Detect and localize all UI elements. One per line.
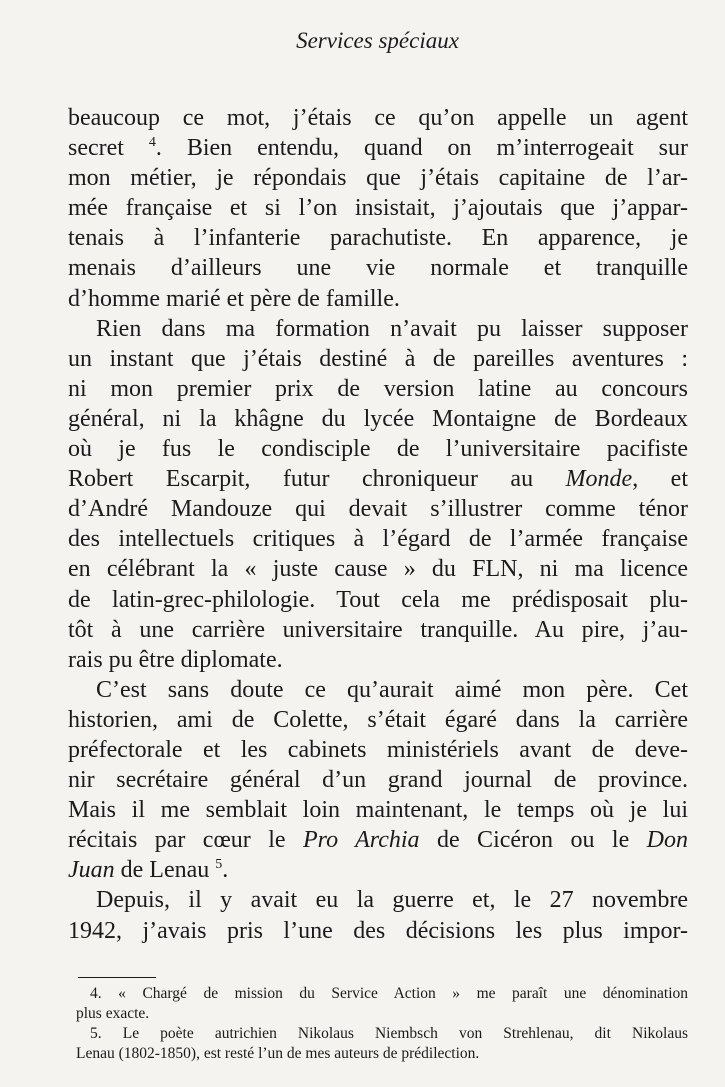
text-line: Depuis, il y avait eu la guerre et, le 27 novembre (96, 887, 688, 914)
text-line (68, 464, 688, 494)
text-span: . (222, 857, 229, 884)
text-line: où je fus le condisciple de l’universitaire pacifiste (68, 436, 688, 463)
running-header: Services spéciaux (296, 28, 459, 53)
text-line: général, ni la khâgne du lycée Montaigne de Bordeaux (68, 405, 688, 432)
text-line: tôt à une carrière universitaire tranquille. Au pire, j’au- (68, 616, 688, 643)
text-line (68, 133, 688, 163)
text-line: Rien dans ma formation n’avait pu laisser supposer (96, 315, 688, 342)
text-line: un instant que j’étais destiné à de pareilles aventures : (68, 345, 688, 372)
text-line: de latin-grec-philologie. Tout cela me prédisposait plu- (68, 586, 688, 613)
text-line: des intellectuels critiques à l’égard de l’armée française (68, 526, 688, 553)
text-line (68, 855, 688, 885)
text-line: nir secrétaire général d’un grand journal de province. (68, 767, 688, 794)
text-line: C’est sans doute ce qu’aurait aimé mon père. Cet (96, 676, 688, 703)
body-text (68, 103, 688, 946)
italic-title: Monde (565, 466, 633, 493)
text-span: de Cicéron ou le (436, 827, 630, 854)
text-line: Mais il me semblait loin maintenant, le temps où je lui (68, 797, 688, 824)
text-span: secret (68, 135, 124, 162)
text-span: , et (632, 466, 689, 493)
text-line: mée française et si l’on insistait, j’ajoutais que j’appar- (68, 195, 688, 222)
footnote-line: 5. Le poète autrichien Nikolaus Niembsch von Strehlenau, dit Nikolaus (90, 1025, 688, 1042)
text-span: . Bien entendu, quand on m’interrogeait sur (155, 135, 689, 162)
text-span: Robert Escarpit, futur chroniqueur au (68, 466, 534, 493)
footnote-line: 4. « Chargé de mission du Service Action » me paraît une dénomination (90, 985, 688, 1002)
footnote-divider (78, 977, 156, 978)
text-line: beaucoup ce mot, j’étais ce qu’on appelle un agent (68, 105, 688, 131)
text-line: préfectorale et les cabinets ministériels avant de deve- (68, 736, 688, 763)
footnote-ref: 4 (148, 135, 156, 151)
italic-title: Don (646, 827, 689, 854)
text-line: d’André Mandouze qui devait s’illustrer comme ténor (68, 496, 688, 523)
footnote-line: plus exacte. (76, 1005, 150, 1022)
footnotes (76, 984, 688, 1064)
text-line: menais d’ailleurs une vie normale et tranquille (68, 255, 688, 282)
text-line: mon métier, je répondais que j’étais capitaine de l’ar- (68, 165, 688, 192)
text-line: d’homme marié et père de famille. (68, 285, 400, 312)
footnote-ref: 5 (215, 857, 223, 873)
text-span: récitais par cœur le (68, 827, 286, 854)
italic-title: Juan (68, 857, 115, 884)
text-line: rais pu être diplomate. (68, 646, 283, 673)
text-span: de Lenau (120, 857, 210, 884)
text-line: 1942, j’avais pris l’une des décisions les plus impor- (68, 917, 688, 944)
text-line: tenais à l’infanterie parachutiste. En apparence, je (68, 225, 688, 252)
italic-title: Pro Archia (302, 827, 420, 854)
text-line: ni mon premier prix de version latine au concours (68, 375, 688, 402)
text-line (68, 825, 688, 855)
footnote-line: Lenau (1802-1850), est resté l’un de mes auteurs de prédilection. (76, 1045, 480, 1062)
text-line: en célébrant la « juste cause » du FLN, ni ma licence (68, 556, 688, 583)
text-line: historien, ami de Colette, s’était égaré dans la carrière (68, 706, 688, 733)
